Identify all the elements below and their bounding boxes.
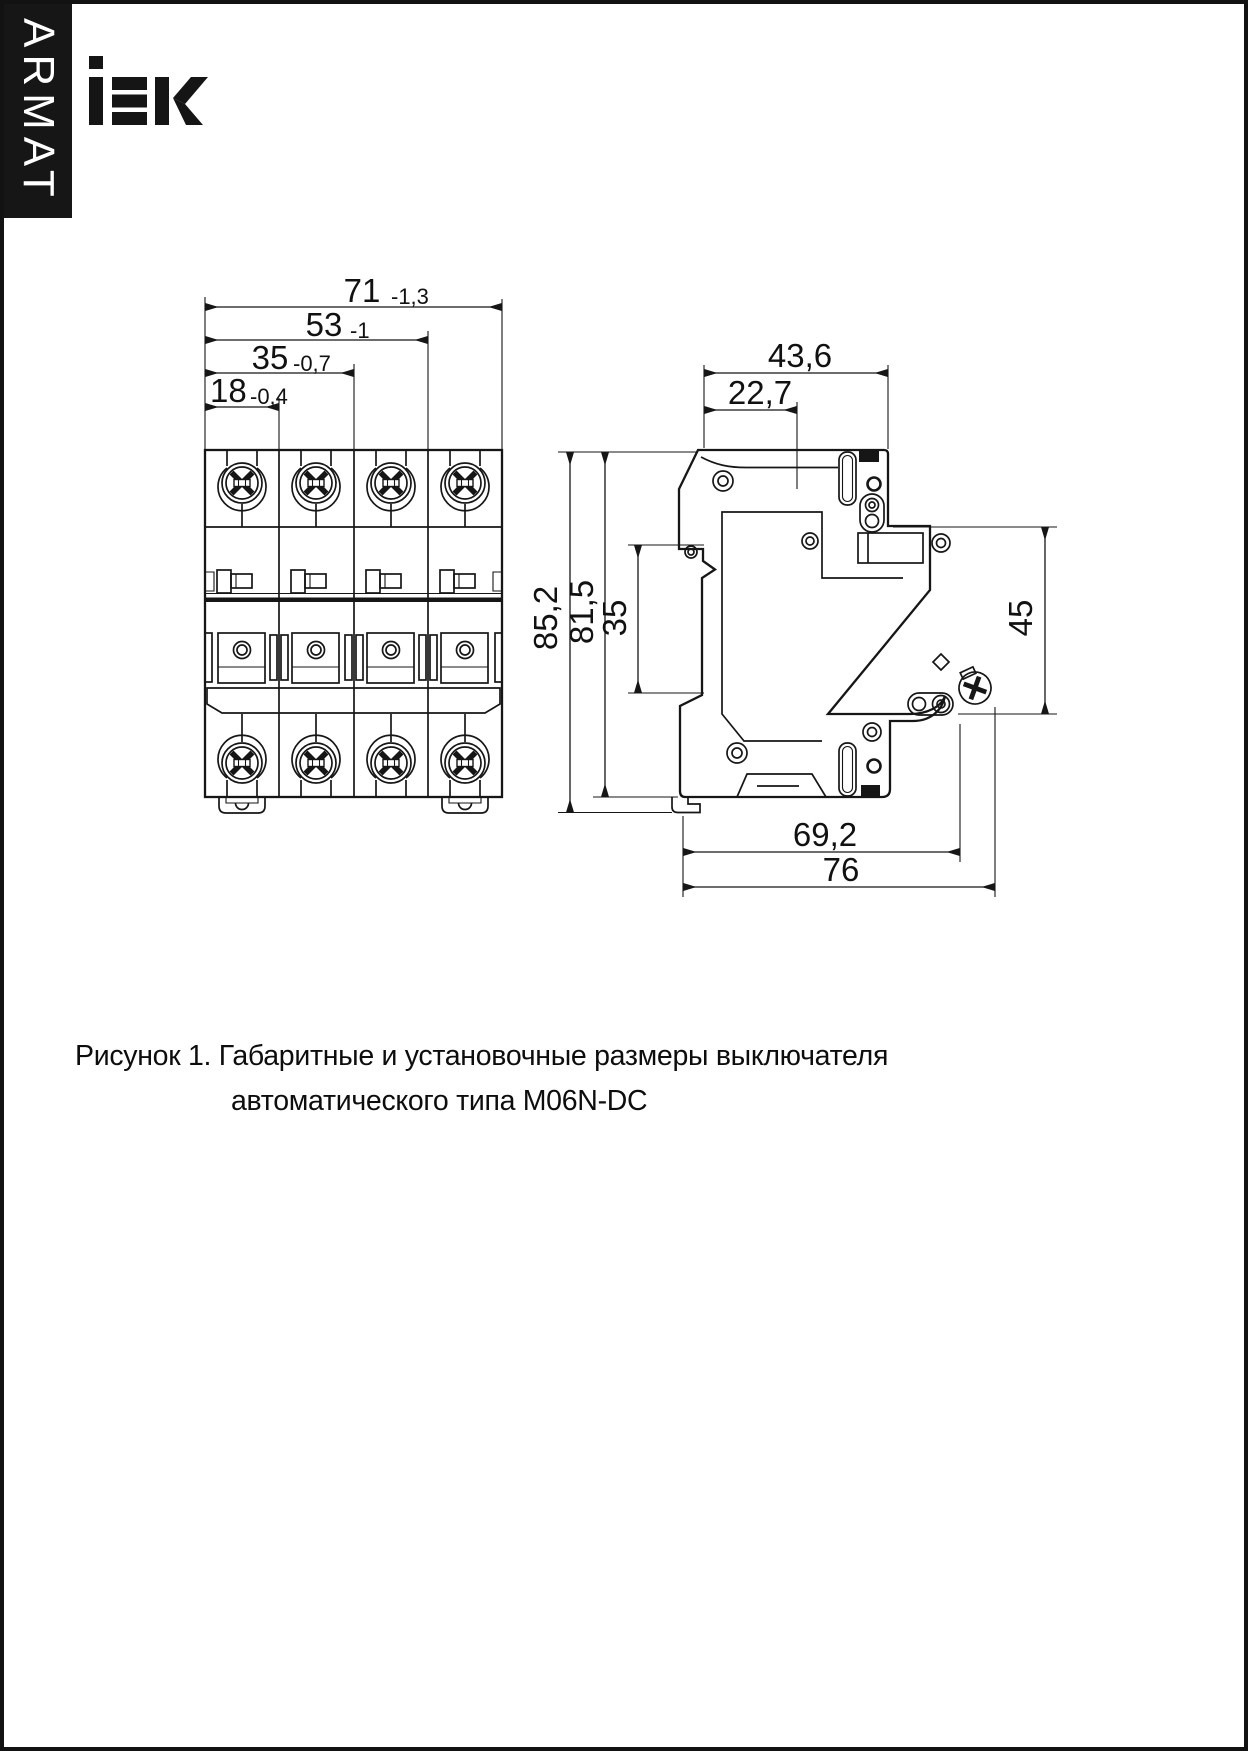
dim-76: [683, 851, 995, 888]
top-terminal-screw: [218, 451, 266, 527]
dim-43-6: [704, 337, 888, 374]
dim-35-value: 35: [251, 339, 289, 376]
figure-caption-line1: Рисунок 1. Габаритные и установочные размеры выключателя: [75, 1040, 889, 1072]
bottom-terminal-screw: [218, 714, 266, 797]
side-view: [672, 450, 998, 813]
dim-43-6-value: 43,6: [767, 337, 833, 374]
dim-53-tolerance: -1: [350, 318, 370, 343]
side-view-dimensions: [527, 337, 1057, 897]
dim-76-value: 76: [822, 851, 860, 888]
dim-81-5-value: 81,5: [563, 579, 600, 645]
marking-window: [218, 633, 265, 683]
mounting-tab: [219, 797, 265, 813]
figure-caption: [75, 1034, 975, 1124]
dim-35-rail-value: 35: [596, 599, 633, 637]
dim-45: [1002, 527, 1045, 714]
figure-caption-line2: автоматического типа M06N-DC: [231, 1085, 648, 1118]
dim-45-value: 45: [1002, 599, 1039, 637]
dim-18-value: 18: [210, 372, 247, 409]
dim-22-7-value: 22,7: [727, 374, 793, 411]
dim-69-2: [683, 816, 960, 853]
dim-53: [205, 306, 428, 343]
dim-71-tolerance: -1,3: [391, 284, 429, 309]
dim-71: [205, 272, 502, 309]
dim-18: [205, 372, 288, 409]
dim-53-value: 53: [305, 306, 343, 343]
dim-22-7: [704, 374, 797, 411]
terminal-screw: [951, 663, 997, 711]
dim-35-rail: [596, 545, 638, 693]
armat-banner-text: ARMAT: [14, 18, 63, 204]
dim-18-tolerance: -0,4: [250, 384, 288, 409]
dim-71-value: 71: [343, 272, 381, 309]
front-view: [205, 450, 502, 813]
dim-69-2-value: 69,2: [792, 816, 858, 853]
toggle-handle: [217, 570, 252, 593]
dim-85-2-value: 85,2: [527, 585, 564, 651]
dim-35: [205, 339, 354, 376]
front-view-dimensions: [205, 272, 502, 450]
dim-35-tolerance: -0,7: [293, 351, 331, 376]
